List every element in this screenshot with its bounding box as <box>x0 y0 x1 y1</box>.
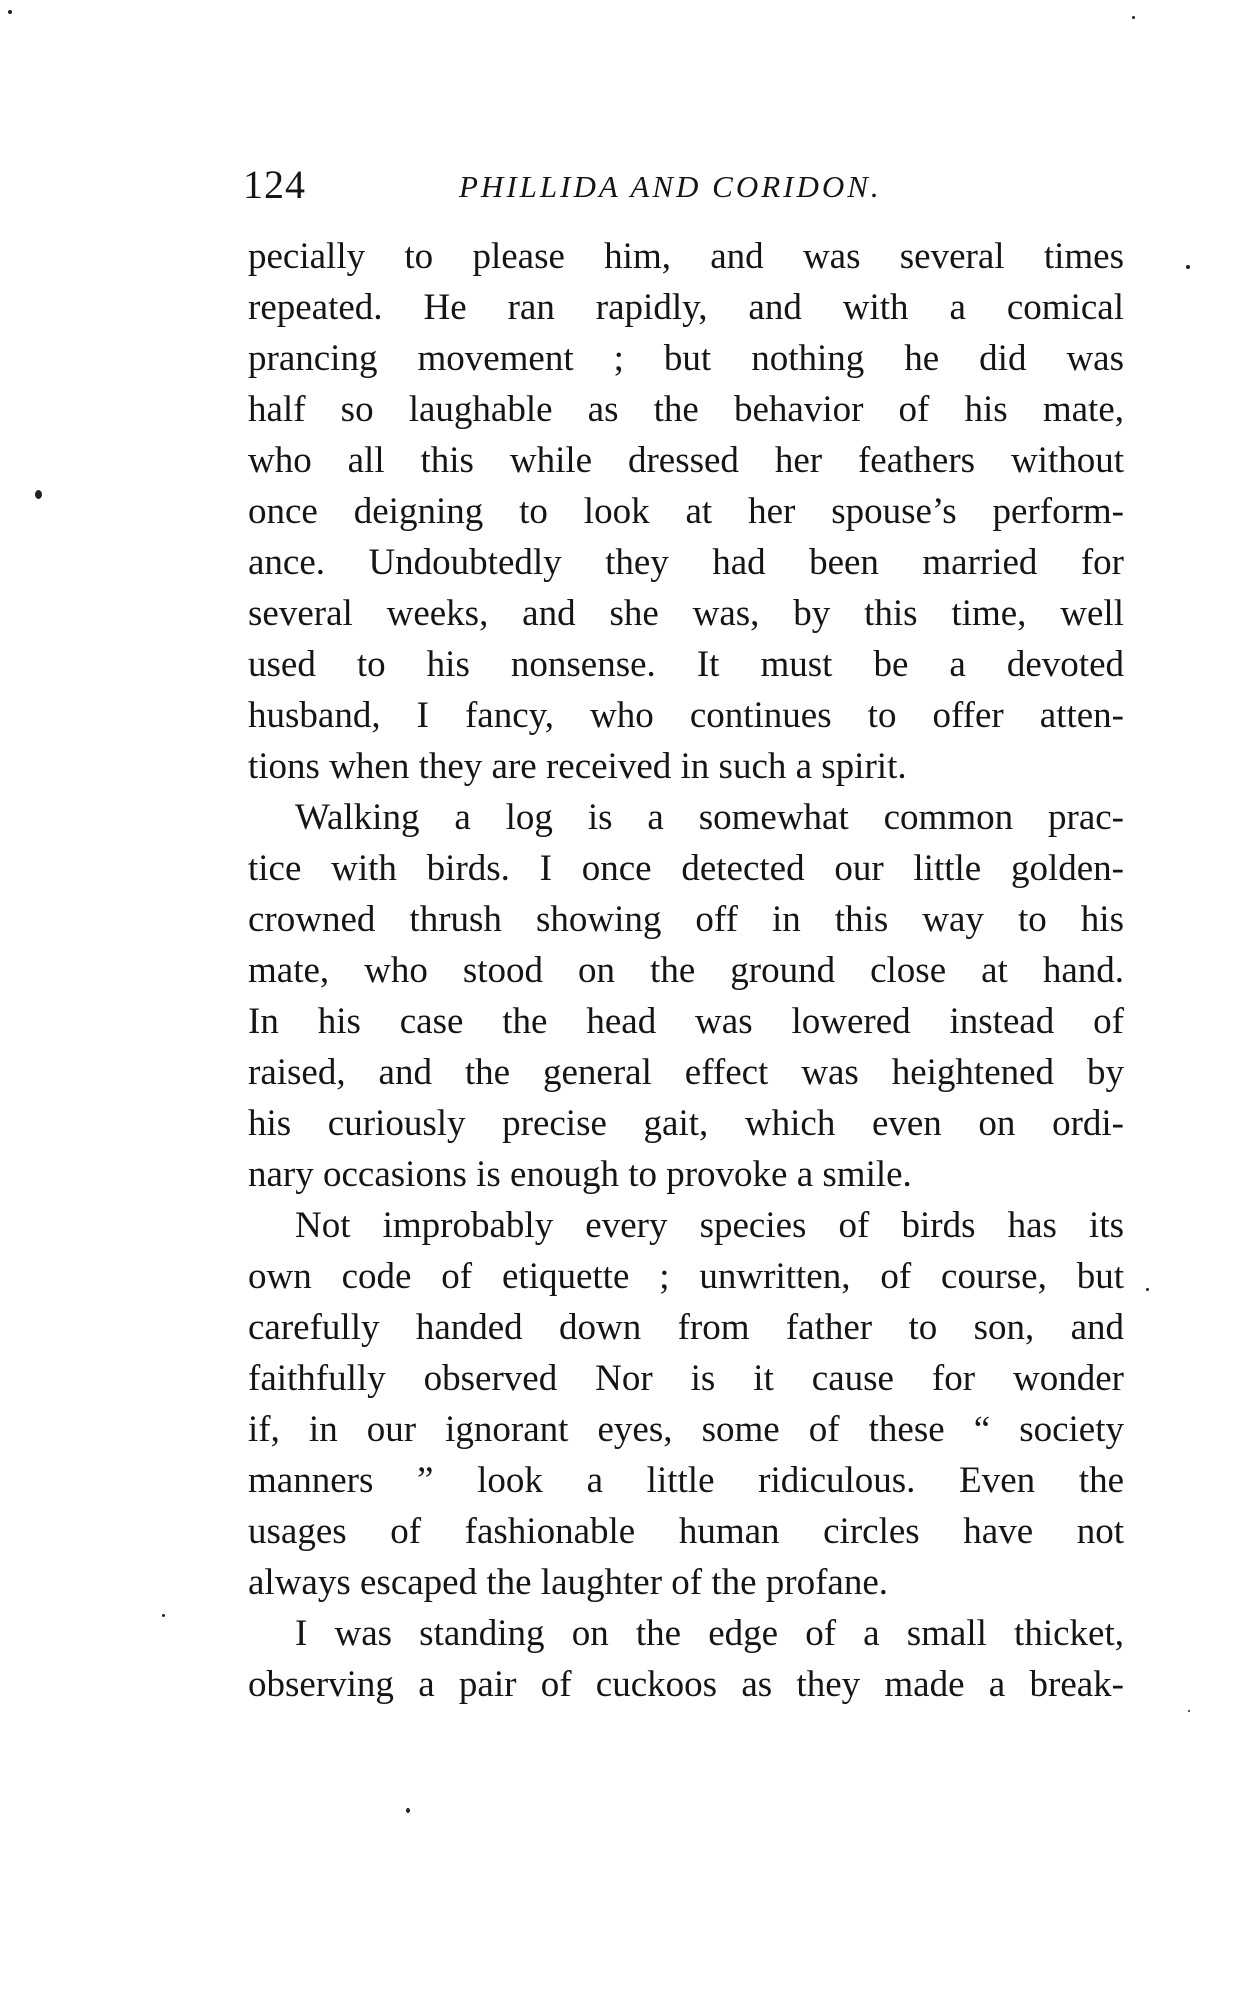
text-line: several weeks, and she was, by this time, well <box>248 593 1124 634</box>
scan-speck <box>162 1614 165 1617</box>
text-line: if, in our ignorant eyes, some of these “ society <box>248 1409 1124 1450</box>
text-line: usages of fashionable human circles have not <box>248 1511 1124 1552</box>
text-line: pecially to please him, and was several times <box>248 236 1124 277</box>
scan-speck <box>1146 1288 1149 1291</box>
text-line: I was standing on the edge of a small thicket, <box>295 1613 1124 1654</box>
text-line: repeated. He ran rapidly, and with a comical <box>248 287 1124 328</box>
body-text <box>248 231 1124 1710</box>
text-line: carefully handed down from father to son, and <box>248 1307 1124 1348</box>
text-line: half so laughable as the behavior of his mate, <box>248 389 1124 430</box>
text-line: husband, I fancy, who continues to offer atten- <box>248 695 1124 736</box>
text-line: Not improbably every species of birds has its <box>295 1205 1124 1246</box>
text-line: manners ” look a little ridiculous. Even the <box>248 1460 1124 1501</box>
text-line: ance. Undoubtedly they had been married for <box>248 542 1124 583</box>
scan-speck <box>1132 16 1135 19</box>
scan-speck <box>1188 1710 1190 1712</box>
text-line: used to his nonsense. It must be a devoted <box>248 644 1124 685</box>
text-line: faithfully observed Nor is it cause for wonder <box>248 1358 1124 1399</box>
text-line: raised, and the general effect was heightened by <box>248 1052 1124 1093</box>
scan-speck <box>406 1808 410 1813</box>
text-line: observing a pair of cuckoos as they made a break- <box>248 1664 1124 1705</box>
text-line: his curiously precise gait, which even on ordi- <box>248 1103 1124 1144</box>
text-line: crowned thrush showing off in this way to his <box>248 899 1124 940</box>
text-line: Walking a log is a somewhat common prac- <box>295 797 1124 838</box>
text-line: who all this while dressed her feathers without <box>248 440 1124 481</box>
scan-speck <box>1186 265 1190 269</box>
text-line: always escaped the laughter of the profane. <box>248 1562 889 1603</box>
page-header <box>243 160 1123 210</box>
text-line: prancing movement ; but nothing he did was <box>248 338 1124 379</box>
text-line: tions when they are received in such a spirit. <box>248 746 907 787</box>
page-number: 124 <box>243 162 306 207</box>
text-line: mate, who stood on the ground close at hand. <box>248 950 1124 991</box>
scan-speck <box>8 10 12 14</box>
text-line: In his case the head was lowered instead of <box>248 1001 1124 1042</box>
text-line: once deigning to look at her spouse’s perform- <box>248 491 1124 532</box>
scan-speck <box>35 490 42 499</box>
text-line: tice with birds. I once detected our little golden- <box>248 848 1124 889</box>
running-head: PHILLIDA AND CORIDON. <box>459 169 882 204</box>
text-line: nary occasions is enough to provoke a smile. <box>248 1154 912 1195</box>
text-line: own code of etiquette ; unwritten, of course, but <box>248 1256 1124 1297</box>
